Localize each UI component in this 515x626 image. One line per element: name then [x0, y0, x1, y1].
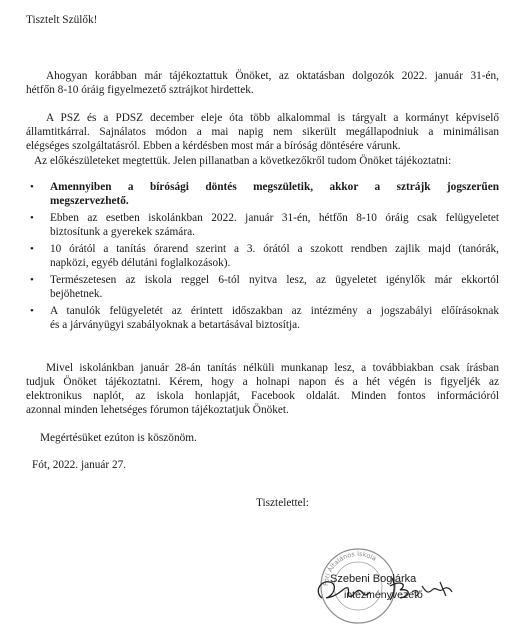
paragraph-2-line-1: A PSZ és a PDSZ december eleje óta több alkalommal is tárgyalt a kormányt képviselő	[46, 112, 499, 124]
bullet-3-line-2: napközi, egyéb délutáni foglalkozások).	[50, 257, 231, 269]
bullet-2-line-1: Ebben az esetben iskolánkban 2022. január 31-én, hétfőn 8-10 óráig csak felügyeletet	[50, 212, 499, 224]
thanks-line: Megértésüket ezúton is köszönöm.	[40, 432, 197, 444]
paragraph-1-line-2: hétfőn 8-10 óráig figyelmezető sztrájkot hirdettek.	[26, 84, 254, 96]
signer-name: Szebeni Boglárka	[330, 573, 417, 585]
bullet-marker: •	[30, 274, 34, 286]
bullet-2-line-2: biztosítunk a gyerekek számára.	[50, 226, 195, 238]
paragraph-1-line-1: Ahogyan korábban már tájékoztattuk Önöket, az oktatásban dolgozók 2022. január 31-én,	[46, 70, 499, 82]
greeting: Tisztelt Szülők!	[26, 14, 98, 26]
paragraph-4-line-3: elektronikus naplót, az iskola honlapját, Facebook oldalát. Minden fontos információról	[26, 390, 499, 402]
seal-text: Fóti Általános Iskola	[321, 549, 378, 587]
bullet-1-line-1: Amennyiben a bírósági döntés megszületik, akkor a sztrájk jogszerűen	[50, 181, 499, 193]
bullet-marker: •	[30, 243, 34, 255]
paragraph-2-line-2: államtitkárral. Sajnálatos módon a mai napig nem sikerült megállapodniuk a minimálisan	[26, 126, 499, 138]
paragraph-4-line-4: azonnal minden lehetséges fórumon tájékoztatjuk Önöket.	[26, 404, 289, 416]
paragraph-3: Az előkészületeket megtettük. Jelen pillanatban a következőkről tudom Önöket tájékoztatni:	[34, 155, 452, 167]
bullet-marker: •	[30, 212, 34, 224]
bullet-4-line-2: bejöhetnek.	[50, 288, 103, 300]
bullet-3-line-1: 10 órától a tanítás órarend szerint a 3. órától a szokott rendben zajlik majd (tanórák,	[50, 243, 499, 255]
bullet-5-line-2: és a járványügyi szabályoknak a betartásával biztosítja.	[50, 319, 301, 331]
bullet-5-line-1: A tanulók felügyeletét az érintett időszakban az intézmény a jogszabályi előírásoknak	[50, 305, 499, 317]
bullet-marker: •	[30, 181, 34, 193]
bullet-marker: •	[30, 305, 34, 317]
bullet-4-line-1: Természetesen az iskola reggel 6-tól nyitva lesz, az ügyeletet igénylők már ekkortól	[50, 274, 499, 286]
paragraph-4-line-1: Mivel iskolánkban január 28-án tanítás nélküli munkanap lesz, a továbbiakban csak írásban	[46, 362, 499, 374]
bullet-1-line-2: megszervezhető.	[50, 195, 129, 207]
closing-line: Tisztelettel:	[256, 497, 309, 509]
place-date: Fót, 2022. január 27.	[32, 459, 127, 471]
paragraph-2-line-3: elégséges szolgáltatásról. Ebben a kérdésben most már a bíróság döntésére várunk.	[26, 140, 401, 152]
signer-title: intézményvezető	[344, 589, 423, 601]
paragraph-4-line-2: tudjuk Önöket tájékoztatni. Kérem, hogy a holnapi napon és a hét végén is figyeljék az	[26, 376, 499, 388]
